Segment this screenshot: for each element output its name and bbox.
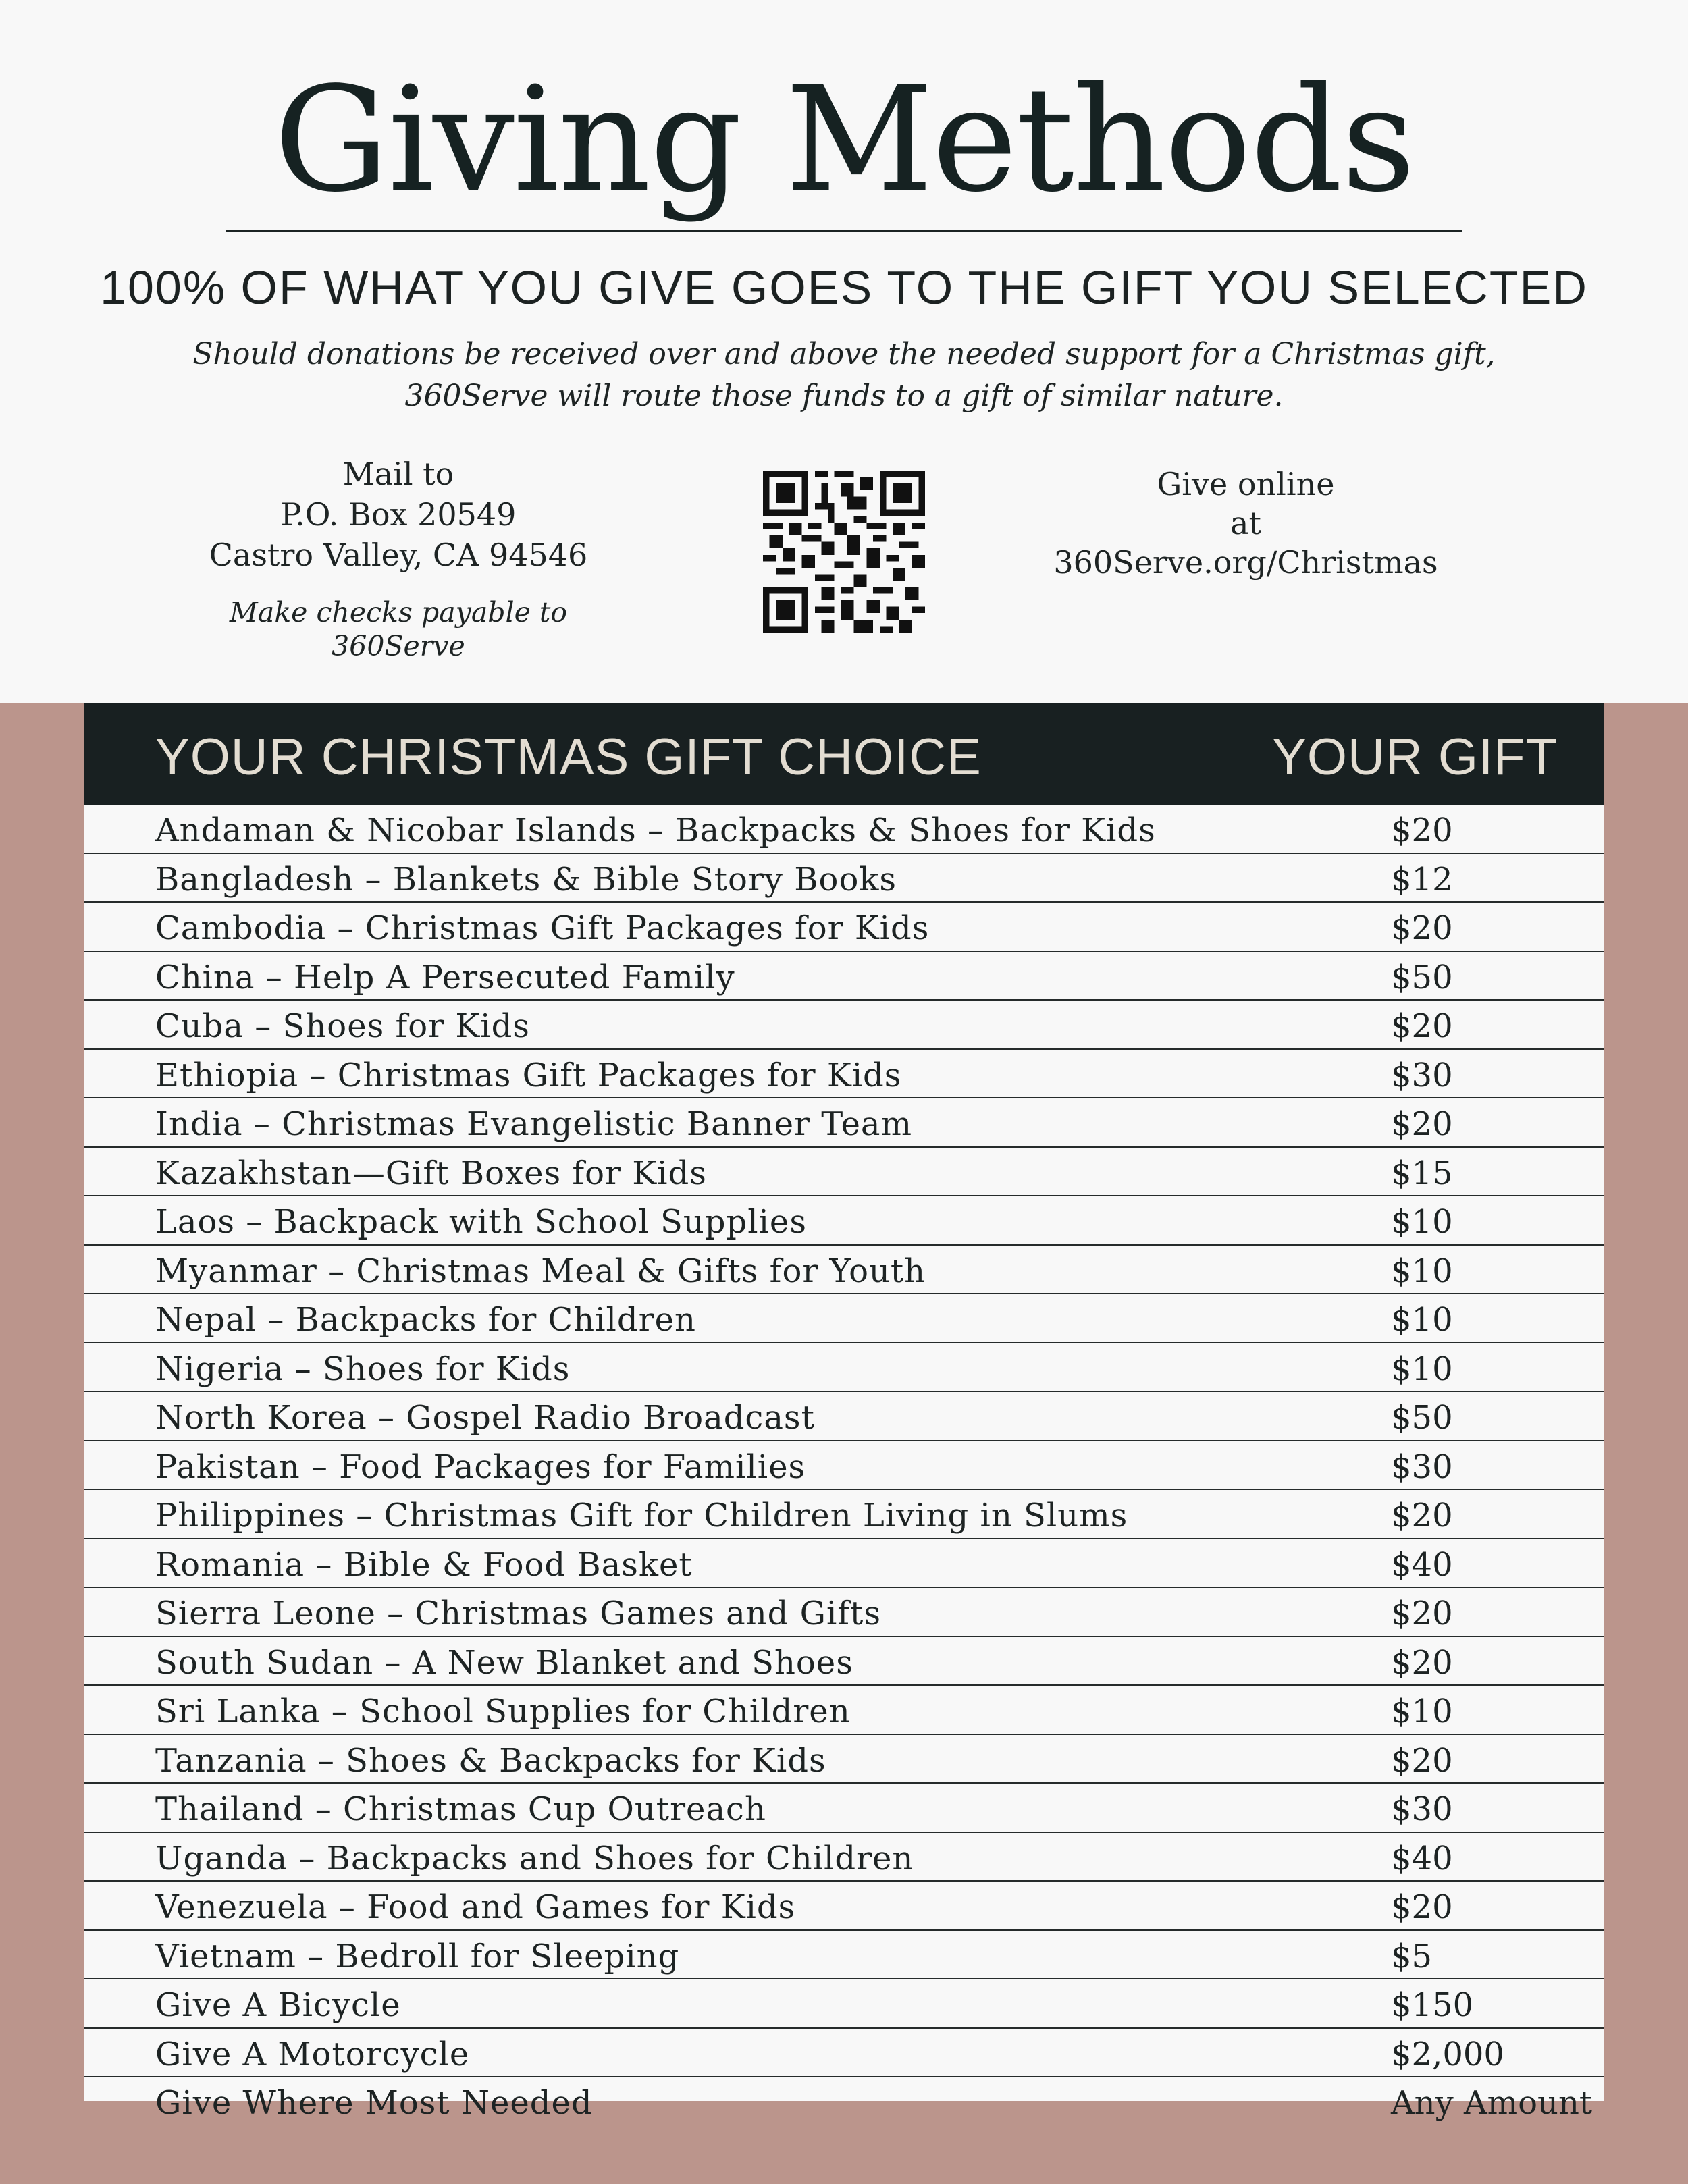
gift-name: Tanzania – Shoes & Backpacks for Kids xyxy=(155,1741,826,1780)
title-divider xyxy=(226,230,1462,232)
table-row xyxy=(84,1931,1604,1980)
table-row xyxy=(84,1882,1604,1931)
gift-amount: $20 xyxy=(1391,1643,1453,1682)
gift-name: Myanmar – Christmas Meal & Gifts for Youth xyxy=(155,1252,926,1290)
gift-name: Venezuela – Food and Games for Kids xyxy=(155,1888,796,1926)
gift-amount: $15 xyxy=(1391,1154,1453,1192)
table-row xyxy=(84,2029,1604,2078)
table-row xyxy=(84,1539,1604,1589)
table-row xyxy=(84,1294,1604,1343)
gift-amount: $20 xyxy=(1391,811,1453,849)
gift-amount: $30 xyxy=(1391,1056,1453,1094)
table-row xyxy=(84,1098,1604,1148)
gift-name: Cambodia – Christmas Gift Packages for Kids xyxy=(155,909,930,947)
qr-code-icon[interactable] xyxy=(763,471,925,633)
table-row xyxy=(84,1148,1604,1197)
gift-amount: $10 xyxy=(1391,1203,1453,1241)
table-row xyxy=(84,1001,1604,1050)
gift-name: Romania – Bible & Food Basket xyxy=(155,1545,693,1584)
table-row xyxy=(84,1343,1604,1393)
table-row xyxy=(84,1686,1604,1735)
gift-name: Sierra Leone – Christmas Games and Gifts xyxy=(155,1595,881,1632)
mail-info xyxy=(169,454,628,663)
gift-amount: $5 xyxy=(1391,1937,1433,1975)
table-row xyxy=(84,854,1604,903)
gift-name: Ethiopia – Christmas Gift Packages for Kids xyxy=(155,1056,902,1094)
column-header-choice: YOUR CHRISTMAS GIFT CHOICE xyxy=(155,728,982,786)
table-header xyxy=(84,703,1604,805)
table-row xyxy=(84,1050,1604,1099)
gift-amount: $20 xyxy=(1391,1741,1453,1780)
mail-po-box: P.O. Box 20549 xyxy=(280,496,517,533)
gift-amount: $10 xyxy=(1391,1693,1453,1730)
gift-amount: $10 xyxy=(1391,1252,1453,1290)
gift-name: North Korea – Gospel Radio Broadcast xyxy=(155,1399,815,1437)
subtitle: 100% OF WHAT YOU GIVE GOES TO THE GIFT YOU SELECTED xyxy=(100,261,1588,314)
gift-name: Give A Motorcycle xyxy=(155,2035,470,2073)
gift-name: Give A Bicycle xyxy=(155,1986,401,2024)
gift-amount: $20 xyxy=(1391,1105,1453,1143)
table-row xyxy=(84,805,1604,854)
gift-amount: $40 xyxy=(1391,1839,1453,1877)
gift-amount: $150 xyxy=(1391,1986,1474,2024)
gift-name: India – Christmas Evangelistic Banner Team xyxy=(155,1105,913,1143)
gift-amount: $50 xyxy=(1391,958,1453,996)
gift-name: Vietnam – Bedroll for Sleeping xyxy=(155,1937,680,1975)
mail-label: Mail to xyxy=(342,456,454,492)
gift-amount: $40 xyxy=(1391,1545,1453,1584)
gift-amount: $10 xyxy=(1391,1350,1453,1388)
gift-name: Cuba – Shoes for Kids xyxy=(155,1007,530,1045)
gift-amount: Any Amount xyxy=(1391,2084,1593,2122)
gift-name: Give Where Most Needed xyxy=(155,2084,593,2122)
gift-amount: $2,000 xyxy=(1391,2035,1504,2073)
note-line-2: 360Serve will route those funds to a gift of similar nature. xyxy=(404,379,1284,413)
gift-amount: $20 xyxy=(1391,1007,1453,1045)
table-row xyxy=(84,1979,1604,2029)
gift-amount: $12 xyxy=(1391,860,1453,899)
gift-name: Thailand – Christmas Cup Outreach xyxy=(155,1790,766,1828)
gift-name: Andaman & Nicobar Islands – Backpacks & Shoes for Kids xyxy=(155,811,1156,849)
online-url[interactable]: 360Serve.org/Christmas xyxy=(1053,544,1438,581)
donation-note xyxy=(169,334,1519,417)
gift-amount: $30 xyxy=(1391,1447,1453,1486)
gift-amount: $20 xyxy=(1391,1497,1453,1535)
table-row xyxy=(84,952,1604,1001)
page-title: Giving Methods xyxy=(273,56,1415,224)
gift-name: Pakistan – Food Packages for Families xyxy=(155,1447,806,1486)
gift-name: Philippines – Christmas Gift for Children Living in Slums xyxy=(155,1497,1128,1535)
gift-name: China – Help A Persecuted Family xyxy=(155,958,735,996)
table-row xyxy=(84,1588,1604,1637)
table-row xyxy=(84,903,1604,952)
table-row xyxy=(84,1833,1604,1882)
online-label: Give online xyxy=(1157,466,1335,502)
gift-name: Laos – Backpack with School Supplies xyxy=(155,1203,807,1241)
gift-name: Uganda – Backpacks and Shoes for Children xyxy=(155,1839,914,1877)
table-row xyxy=(84,1735,1604,1784)
table-row xyxy=(84,1246,1604,1295)
gift-amount: $20 xyxy=(1391,909,1453,947)
online-info xyxy=(1013,464,1479,582)
gift-name: Kazakhstan—Gift Boxes for Kids xyxy=(155,1154,707,1192)
gift-amount: $20 xyxy=(1391,1888,1453,1926)
table-row xyxy=(84,1441,1604,1491)
gift-table xyxy=(84,703,1604,2122)
gift-name: South Sudan – A New Blanket and Shoes xyxy=(155,1643,853,1682)
table-row xyxy=(84,1392,1604,1441)
note-line-1: Should donations be received over and above the needed support for a Christmas gift, xyxy=(192,337,1496,371)
checks-payable: Make checks payable to 360Serve xyxy=(229,596,568,662)
gift-amount: $50 xyxy=(1391,1399,1453,1437)
gift-amount: $30 xyxy=(1391,1790,1453,1828)
mail-city: Castro Valley, CA 94546 xyxy=(209,537,588,573)
table-row xyxy=(84,1490,1604,1539)
gift-name: Bangladesh – Blankets & Bible Story Books xyxy=(155,860,897,899)
gift-name: Sri Lanka – School Supplies for Children xyxy=(155,1693,851,1730)
gift-name: Nigeria – Shoes for Kids xyxy=(155,1350,571,1388)
table-row xyxy=(84,2077,1604,2125)
gift-amount: $10 xyxy=(1391,1301,1453,1339)
column-header-gift: YOUR GIFT xyxy=(1272,728,1558,786)
online-at: at xyxy=(1230,505,1261,541)
table-row xyxy=(84,1196,1604,1246)
table-body xyxy=(84,805,1604,2125)
table-row xyxy=(84,1784,1604,1833)
gift-name: Nepal – Backpacks for Children xyxy=(155,1301,696,1339)
table-row xyxy=(84,1637,1604,1686)
gift-amount: $20 xyxy=(1391,1595,1453,1632)
